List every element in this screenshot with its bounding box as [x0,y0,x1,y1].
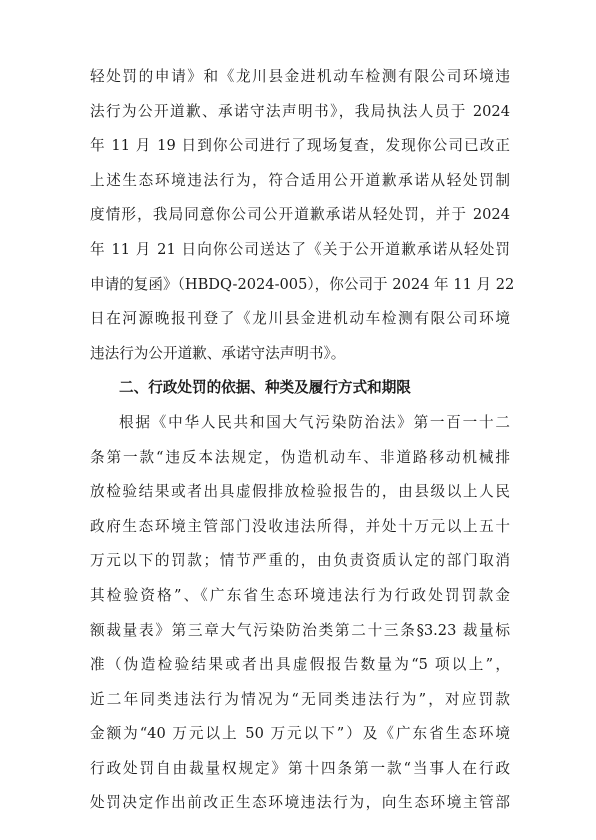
text-line: 金额为“40 万元以上 50 万元以下”）及《广东省生态环境 [90,725,510,743]
document-body [0,60,596,821]
text-line: 其检验资格”、《广东省生态环境违法行为行政处罚罚款金 [90,586,510,604]
text-line: 额裁量表》第三章大气污染防治类第二十三条§3.23 裁量标 [90,621,510,639]
paragraph-first-line: 根据《中华人民共和国大气污染防治法》第一百一十二 [119,413,510,431]
text-line: 处罚决定作出前改正生态环境违法行为，向生态环境主管部 [90,794,510,812]
text-line: 法行为公开道歉、承诺守法声明书》，我局执法人员于 2024 [90,102,510,120]
text-line: 年 11 月 19 日到你公司进行了现场复查，发现你公司已改正 [90,137,510,155]
text-line: 近二年同类违法行为情况为“无同类违法行为”，对应罚款 [90,690,510,708]
text-line: 上述生态环境违法行为，符合适用公开道歉承诺从轻处罚制 [90,171,510,189]
text-line: 年 11 月 21 日向你公司送达了《关于公开道歉承诺从轻处罚 [90,240,510,258]
text-line: 万元以下的罚款；情节严重的，由负责资质认定的部门取消 [90,552,510,570]
text-line: 放检验结果或者出具虚假排放检验报告的，由县级以上人民 [90,483,510,501]
text-line: 申请的复函》（HBDQ-2024-005），你公司于 2024 年 11 月 22 [90,275,515,293]
text-line: 度情形，我局同意你公司公开道歉承诺从轻处罚，并于 2024 [90,206,510,224]
section-heading: 二、行政处罚的依据、种类及履行方式和期限 [119,379,411,397]
text-line: 违法行为公开道歉、承诺守法声明书》。 [90,344,346,362]
text-line: 准（伪造检验结果或者出具虚假报告数量为“5 项以上”， [90,656,510,674]
text-line: 轻处罚的申请》和《龙川县金进机动车检测有限公司环境违 [90,68,510,85]
text-line: 条第一款“违反本法规定，伪造机动车、非道路移动机械排 [90,448,510,466]
text-line: 行政处罚自由裁量权规定》第十四条第一款“当事人在行政 [90,759,510,777]
text-line: 政府生态环境主管部门没收违法所得，并处十万元以上五十 [90,517,510,535]
text-line: 日在河源晚报刊登了《龙川县金进机动车检测有限公司环境 [90,310,510,328]
